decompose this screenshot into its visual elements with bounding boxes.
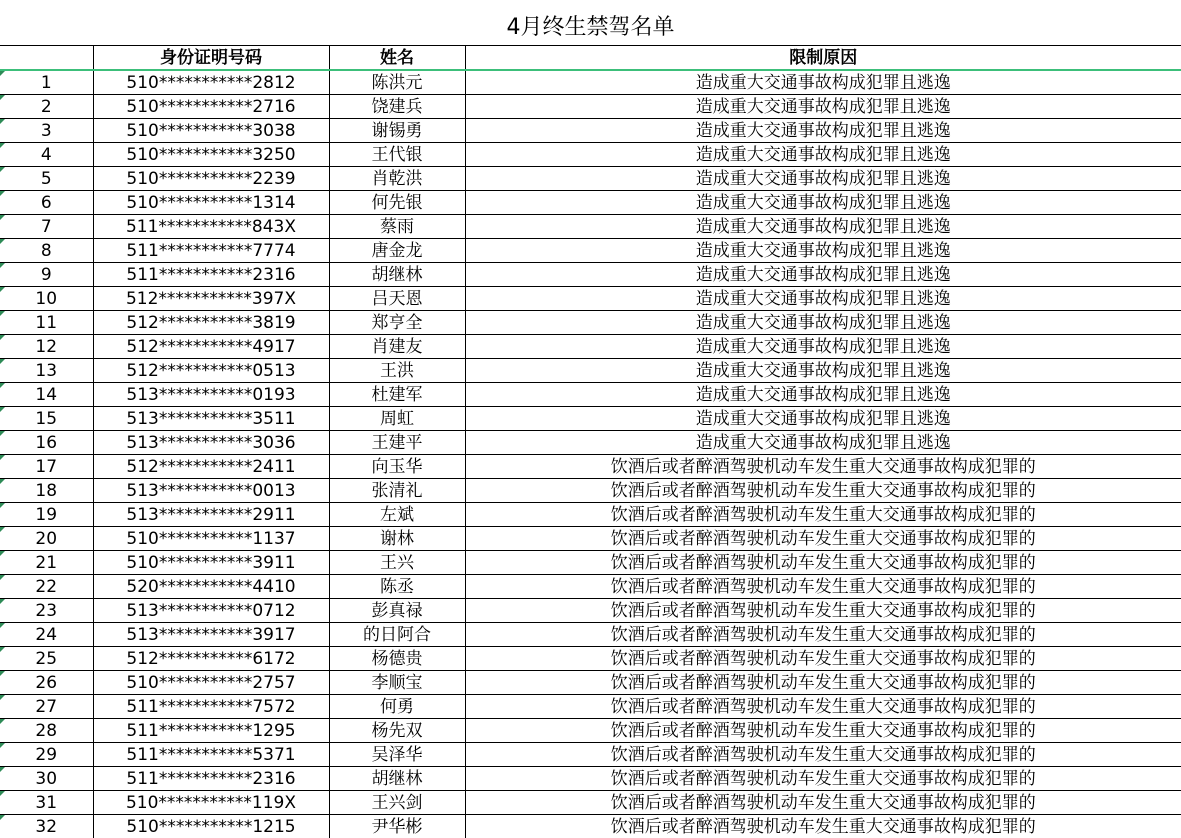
row-index[interactable]: 29	[0, 743, 93, 767]
name-cell[interactable]: 谢锡勇	[329, 119, 465, 143]
id-number-cell[interactable]: 513***********0193	[93, 383, 329, 407]
name-cell[interactable]: 吴泽华	[329, 743, 465, 767]
name-cell[interactable]: 唐金龙	[329, 239, 465, 263]
reason-cell[interactable]: 造成重大交通事故构成犯罪且逃逸	[465, 383, 1181, 407]
table-row	[0, 167, 1181, 191]
row-index[interactable]: 14	[0, 383, 93, 407]
table-row	[0, 815, 1181, 838]
row-index[interactable]: 6	[0, 191, 93, 215]
id-number-cell[interactable]: 510***********3250	[93, 143, 329, 167]
row-index[interactable]: 22	[0, 575, 93, 599]
table-row	[0, 431, 1181, 455]
name-cell[interactable]: 杨德贵	[329, 647, 465, 671]
name-cell[interactable]: 肖乾洪	[329, 167, 465, 191]
name-cell[interactable]: 陈丞	[329, 575, 465, 599]
id-number-cell[interactable]: 511***********2316	[93, 767, 329, 791]
reason-cell[interactable]: 饮酒后或者醉酒驾驶机动车发生重大交通事故构成犯罪的	[465, 479, 1181, 503]
table-row	[0, 191, 1181, 215]
row-index[interactable]: 9	[0, 263, 93, 287]
name-cell[interactable]: 胡继林	[329, 767, 465, 791]
id-number-cell[interactable]: 510***********1215	[93, 815, 329, 838]
id-number-cell[interactable]: 511***********7572	[93, 695, 329, 719]
name-cell[interactable]: 王代银	[329, 143, 465, 167]
id-number-cell[interactable]: 513***********3511	[93, 407, 329, 431]
row-index[interactable]: 24	[0, 623, 93, 647]
ban-list-table	[0, 45, 1181, 838]
reason-cell[interactable]: 造成重大交通事故构成犯罪且逃逸	[465, 287, 1181, 311]
reason-cell[interactable]: 饮酒后或者醉酒驾驶机动车发生重大交通事故构成犯罪的	[465, 695, 1181, 719]
id-number-cell[interactable]: 513***********0712	[93, 599, 329, 623]
id-number-cell[interactable]: 512***********4917	[93, 335, 329, 359]
table-row	[0, 263, 1181, 287]
row-index[interactable]: 12	[0, 335, 93, 359]
reason-cell[interactable]: 造成重大交通事故构成犯罪且逃逸	[465, 167, 1181, 191]
reason-cell[interactable]: 造成重大交通事故构成犯罪且逃逸	[465, 239, 1181, 263]
reason-cell[interactable]: 饮酒后或者醉酒驾驶机动车发生重大交通事故构成犯罪的	[465, 503, 1181, 527]
row-index[interactable]: 7	[0, 215, 93, 239]
table-row	[0, 791, 1181, 815]
name-cell[interactable]: 的日阿合	[329, 623, 465, 647]
row-index[interactable]: 28	[0, 719, 93, 743]
table-row	[0, 743, 1181, 767]
reason-cell[interactable]: 造成重大交通事故构成犯罪且逃逸	[465, 359, 1181, 383]
name-cell[interactable]: 杨先双	[329, 719, 465, 743]
table-row	[0, 383, 1181, 407]
id-number-cell[interactable]: 513***********0013	[93, 479, 329, 503]
id-number-cell[interactable]: 510***********3038	[93, 119, 329, 143]
row-index[interactable]: 17	[0, 455, 93, 479]
table-row	[0, 575, 1181, 599]
reason-cell[interactable]: 饮酒后或者醉酒驾驶机动车发生重大交通事故构成犯罪的	[465, 719, 1181, 743]
reason-cell[interactable]: 造成重大交通事故构成犯罪且逃逸	[465, 263, 1181, 287]
reason-cell[interactable]: 饮酒后或者醉酒驾驶机动车发生重大交通事故构成犯罪的	[465, 791, 1181, 815]
table-row	[0, 143, 1181, 167]
table-row	[0, 215, 1181, 239]
row-index[interactable]: 3	[0, 119, 93, 143]
name-cell[interactable]: 何勇	[329, 695, 465, 719]
name-cell[interactable]: 陈洪元	[329, 70, 465, 95]
reason-cell[interactable]: 饮酒后或者醉酒驾驶机动车发生重大交通事故构成犯罪的	[465, 527, 1181, 551]
id-number-cell[interactable]: 511***********1295	[93, 719, 329, 743]
table-row	[0, 95, 1181, 119]
id-number-cell[interactable]: 512***********397X	[93, 287, 329, 311]
table-row	[0, 359, 1181, 383]
name-cell[interactable]: 郑亨全	[329, 311, 465, 335]
row-index[interactable]: 32	[0, 815, 93, 838]
table-row	[0, 503, 1181, 527]
name-cell[interactable]: 张清礼	[329, 479, 465, 503]
id-number-cell[interactable]: 520***********4410	[93, 575, 329, 599]
row-index[interactable]: 27	[0, 695, 93, 719]
row-index[interactable]: 1	[0, 70, 93, 95]
row-index[interactable]: 18	[0, 479, 93, 503]
name-cell[interactable]: 王洪	[329, 359, 465, 383]
id-number-cell[interactable]: 510***********2812	[93, 70, 329, 95]
name-cell[interactable]: 饶建兵	[329, 95, 465, 119]
row-index[interactable]: 30	[0, 767, 93, 791]
reason-cell[interactable]: 造成重大交通事故构成犯罪且逃逸	[465, 119, 1181, 143]
table-row	[0, 695, 1181, 719]
reason-cell[interactable]: 造成重大交通事故构成犯罪且逃逸	[465, 215, 1181, 239]
reason-cell[interactable]: 饮酒后或者醉酒驾驶机动车发生重大交通事故构成犯罪的	[465, 671, 1181, 695]
reason-cell[interactable]: 造成重大交通事故构成犯罪且逃逸	[465, 95, 1181, 119]
table-row	[0, 239, 1181, 263]
row-index[interactable]: 2	[0, 95, 93, 119]
reason-cell[interactable]: 饮酒后或者醉酒驾驶机动车发生重大交通事故构成犯罪的	[465, 575, 1181, 599]
reason-cell[interactable]: 造成重大交通事故构成犯罪且逃逸	[465, 431, 1181, 455]
row-index[interactable]: 23	[0, 599, 93, 623]
table-row	[0, 719, 1181, 743]
reason-cell[interactable]: 饮酒后或者醉酒驾驶机动车发生重大交通事故构成犯罪的	[465, 647, 1181, 671]
row-index[interactable]: 19	[0, 503, 93, 527]
table-row	[0, 479, 1181, 503]
name-cell[interactable]: 彭真禄	[329, 599, 465, 623]
row-index[interactable]: 10	[0, 287, 93, 311]
name-cell[interactable]: 左斌	[329, 503, 465, 527]
table-row	[0, 551, 1181, 575]
table-row	[0, 671, 1181, 695]
id-number-cell[interactable]: 510***********2239	[93, 167, 329, 191]
row-index[interactable]: 5	[0, 167, 93, 191]
table-row	[0, 407, 1181, 431]
name-cell[interactable]: 谢林	[329, 527, 465, 551]
header-id-number[interactable]: 身份证明号码	[93, 46, 329, 71]
table-row	[0, 70, 1181, 95]
name-cell[interactable]: 何先银	[329, 191, 465, 215]
table-row	[0, 119, 1181, 143]
table-row	[0, 527, 1181, 551]
name-cell[interactable]: 王建平	[329, 431, 465, 455]
name-cell[interactable]: 杜建军	[329, 383, 465, 407]
table-row	[0, 455, 1181, 479]
reason-cell[interactable]: 饮酒后或者醉酒驾驶机动车发生重大交通事故构成犯罪的	[465, 743, 1181, 767]
id-number-cell[interactable]: 512***********2411	[93, 455, 329, 479]
name-cell[interactable]: 李顺宝	[329, 671, 465, 695]
name-cell[interactable]: 周虹	[329, 407, 465, 431]
name-cell[interactable]: 吕天恩	[329, 287, 465, 311]
table-row	[0, 767, 1181, 791]
id-number-cell[interactable]: 513***********3036	[93, 431, 329, 455]
header-name[interactable]: 姓名	[329, 46, 465, 71]
reason-cell[interactable]: 造成重大交通事故构成犯罪且逃逸	[465, 335, 1181, 359]
table-row	[0, 599, 1181, 623]
name-cell[interactable]: 肖建友	[329, 335, 465, 359]
header-row	[0, 46, 1181, 71]
id-number-cell[interactable]: 510***********1137	[93, 527, 329, 551]
row-index[interactable]: 4	[0, 143, 93, 167]
id-number-cell[interactable]: 512***********6172	[93, 647, 329, 671]
reason-cell[interactable]: 饮酒后或者醉酒驾驶机动车发生重大交通事故构成犯罪的	[465, 551, 1181, 575]
reason-cell[interactable]: 饮酒后或者醉酒驾驶机动车发生重大交通事故构成犯罪的	[465, 815, 1181, 838]
sheet-title: 4月终生禁驾名单	[0, 12, 1181, 44]
id-number-cell[interactable]: 510***********119X	[93, 791, 329, 815]
reason-cell[interactable]: 造成重大交通事故构成犯罪且逃逸	[465, 191, 1181, 215]
id-number-cell[interactable]: 513***********2911	[93, 503, 329, 527]
reason-cell[interactable]: 饮酒后或者醉酒驾驶机动车发生重大交通事故构成犯罪的	[465, 455, 1181, 479]
table-row	[0, 623, 1181, 647]
table-row	[0, 335, 1181, 359]
name-cell[interactable]: 王兴剑	[329, 791, 465, 815]
row-index[interactable]: 26	[0, 671, 93, 695]
row-index[interactable]: 11	[0, 311, 93, 335]
id-number-cell[interactable]: 513***********3917	[93, 623, 329, 647]
id-number-cell[interactable]: 510***********1314	[93, 191, 329, 215]
reason-cell[interactable]: 饮酒后或者醉酒驾驶机动车发生重大交通事故构成犯罪的	[465, 599, 1181, 623]
reason-cell[interactable]: 造成重大交通事故构成犯罪且逃逸	[465, 407, 1181, 431]
id-number-cell[interactable]: 512***********3819	[93, 311, 329, 335]
id-number-cell[interactable]: 510***********2757	[93, 671, 329, 695]
row-index[interactable]: 15	[0, 407, 93, 431]
row-index[interactable]: 31	[0, 791, 93, 815]
id-number-cell[interactable]: 510***********3911	[93, 551, 329, 575]
row-index[interactable]: 25	[0, 647, 93, 671]
table-row	[0, 311, 1181, 335]
id-number-cell[interactable]: 511***********5371	[93, 743, 329, 767]
row-index[interactable]: 16	[0, 431, 93, 455]
row-index[interactable]: 20	[0, 527, 93, 551]
name-cell[interactable]: 向玉华	[329, 455, 465, 479]
header-index[interactable]	[0, 46, 93, 71]
name-cell[interactable]: 尹华彬	[329, 815, 465, 838]
id-number-cell[interactable]: 511***********7774	[93, 239, 329, 263]
reason-cell[interactable]: 造成重大交通事故构成犯罪且逃逸	[465, 70, 1181, 95]
row-index[interactable]: 13	[0, 359, 93, 383]
row-index[interactable]: 8	[0, 239, 93, 263]
reason-cell[interactable]: 造成重大交通事故构成犯罪且逃逸	[465, 311, 1181, 335]
table-row	[0, 647, 1181, 671]
name-cell[interactable]: 蔡雨	[329, 215, 465, 239]
reason-cell[interactable]: 饮酒后或者醉酒驾驶机动车发生重大交通事故构成犯罪的	[465, 623, 1181, 647]
header-reason[interactable]: 限制原因	[465, 46, 1181, 71]
id-number-cell[interactable]: 510***********2716	[93, 95, 329, 119]
id-number-cell[interactable]: 511***********843X	[93, 215, 329, 239]
name-cell[interactable]: 王兴	[329, 551, 465, 575]
name-cell[interactable]: 胡继林	[329, 263, 465, 287]
id-number-cell[interactable]: 511***********2316	[93, 263, 329, 287]
id-number-cell[interactable]: 512***********0513	[93, 359, 329, 383]
table-row	[0, 287, 1181, 311]
reason-cell[interactable]: 造成重大交通事故构成犯罪且逃逸	[465, 143, 1181, 167]
row-index[interactable]: 21	[0, 551, 93, 575]
reason-cell[interactable]: 饮酒后或者醉酒驾驶机动车发生重大交通事故构成犯罪的	[465, 767, 1181, 791]
